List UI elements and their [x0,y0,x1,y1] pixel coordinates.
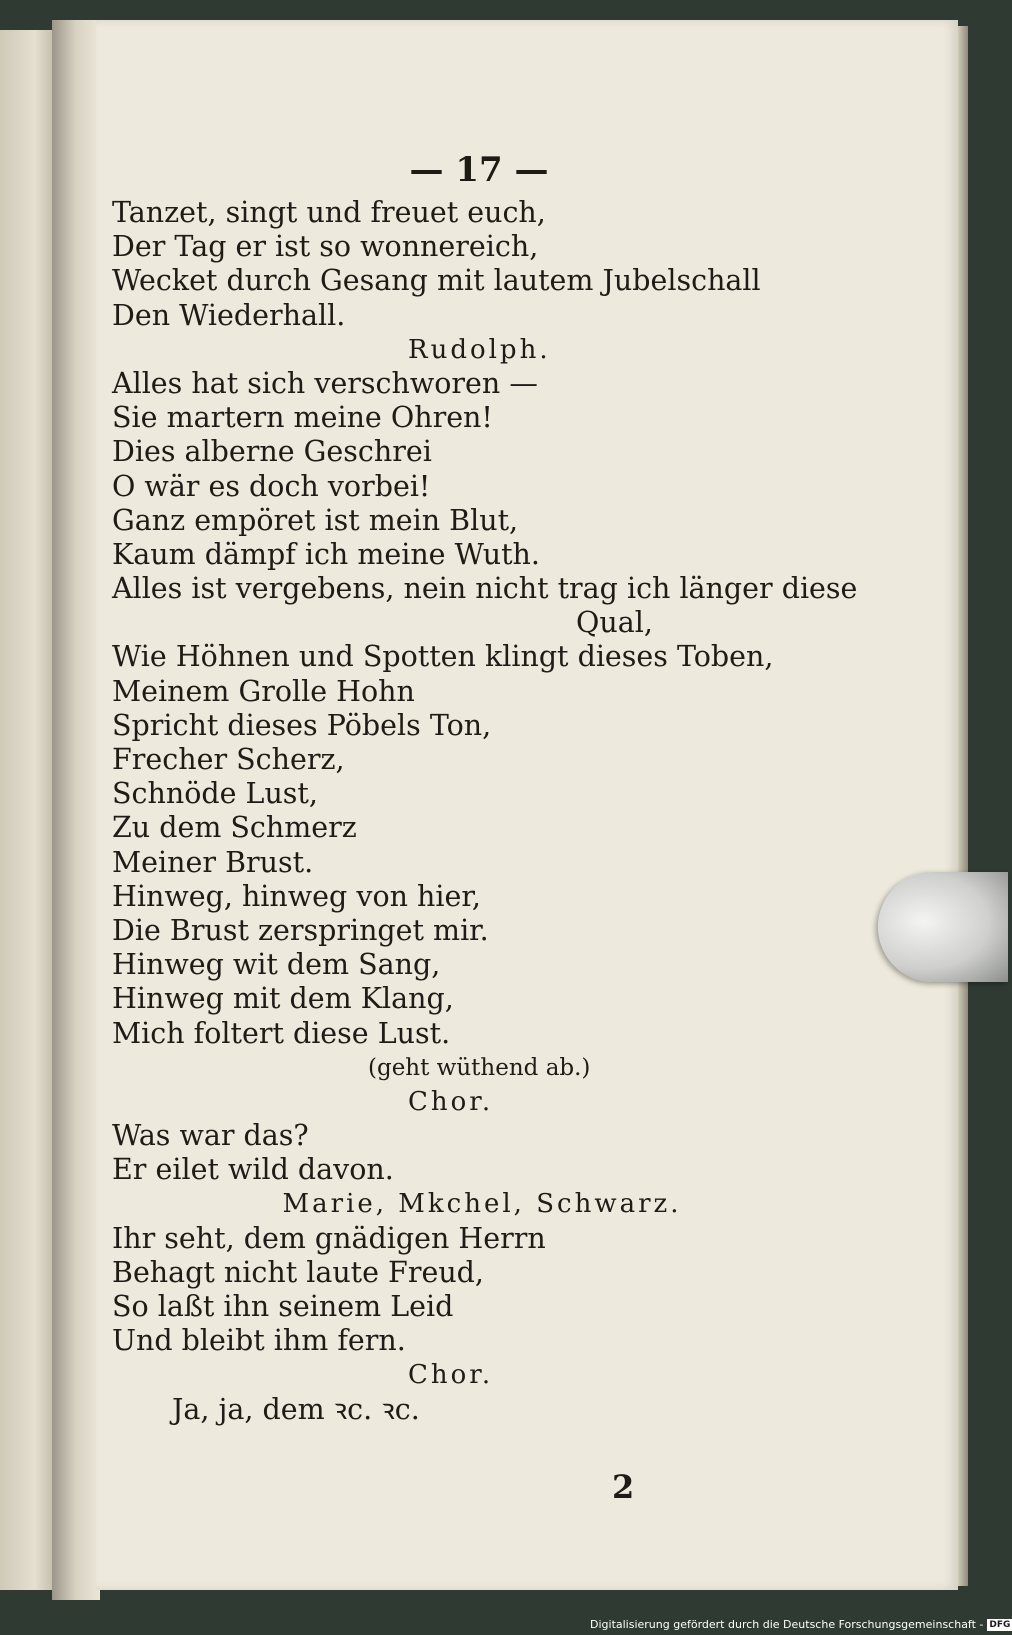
speaker-name: Chor. [408,1360,494,1391]
verse-line: Tanzet, singt und freuet euch, [112,196,546,229]
verse-line: Wecket durch Gesang mit lautem Jubelschall [112,264,761,298]
verse-line: Der Tag er ist so wonnereich, [112,230,539,264]
verse-line: Hinweg wit dem Sang, [112,948,441,982]
verse-line: Wie Höhnen und Spotten klingt dieses Toben, [112,640,774,674]
page-edge [958,26,968,1586]
footer-text: Digitalisierung gefördert durch die Deutsche Forschungsgemeinschaft - [590,1618,984,1631]
speaker-name: Marie, Mkchel, Schwarz. [282,1189,682,1220]
verse-line: Meinem Grolle Hohn [112,674,415,708]
verse-line: Ganz empöret ist mein Blut, [112,503,519,537]
verse-line: Spricht dieses Pöbels Ton, [112,708,492,742]
previous-page-edge [0,30,58,1590]
verse-line: Er eilet wild davon. [112,1153,394,1187]
verse-text [112,196,858,1427]
verse-continuation: Qual, [576,606,653,640]
verse-line: Meiner Brust. [112,845,314,879]
footer-credit [590,1615,1011,1635]
verse-line: Alles ist vergebens, nein nicht trag ich länger diese [112,572,858,606]
verse-line: So laßt ihn seinem Leid [112,1290,454,1323]
signature-mark: 2 [612,1468,635,1506]
verse-line: Den Wiederhall. [112,298,346,332]
speaker-name: Rudolph. [408,334,551,365]
stage-direction: (geht wüthend ab.) [368,1054,591,1081]
page-number: — 17 — [409,150,549,190]
book-gutter [52,20,100,1600]
verse-line: Hinweg mit dem Klang, [112,982,454,1016]
verse-line: Behagt nicht laute Freud, [112,1255,484,1289]
verse-line: Hinweg, hinweg von hier, [112,879,481,913]
speaker-name: Chor. [408,1086,494,1117]
verse-line: Ihr seht, dem gnädigen Herrn [112,1221,546,1255]
verse-line: Sie martern meine Ohren! [112,401,493,435]
verse-line: Alles hat sich verschworen — [112,366,538,400]
verse-line: Was war das? [112,1119,309,1153]
verse-line: Mich foltert diese Lust. [112,1016,451,1050]
verse-line: Schnöde Lust, [112,777,318,811]
verse-line: Die Brust zerspringet mir. [112,913,489,947]
verse-line: Dies alberne Geschrei [112,435,432,469]
page-clip [878,872,1008,982]
verse-line: Kaum dämpf ich meine Wuth. [112,537,540,571]
verse-line: Zu dem Schmerz [112,811,357,845]
verse-line: Und bleibt ihm fern. [112,1324,406,1358]
verse-line: Frecher Scherz, [112,743,345,776]
verse-line: Ja, ja, dem ꝛc. ꝛc. [172,1392,420,1426]
verse-line: O wär es doch vorbei! [112,469,431,503]
dfg-logo-icon: DFG [989,1620,1011,1630]
